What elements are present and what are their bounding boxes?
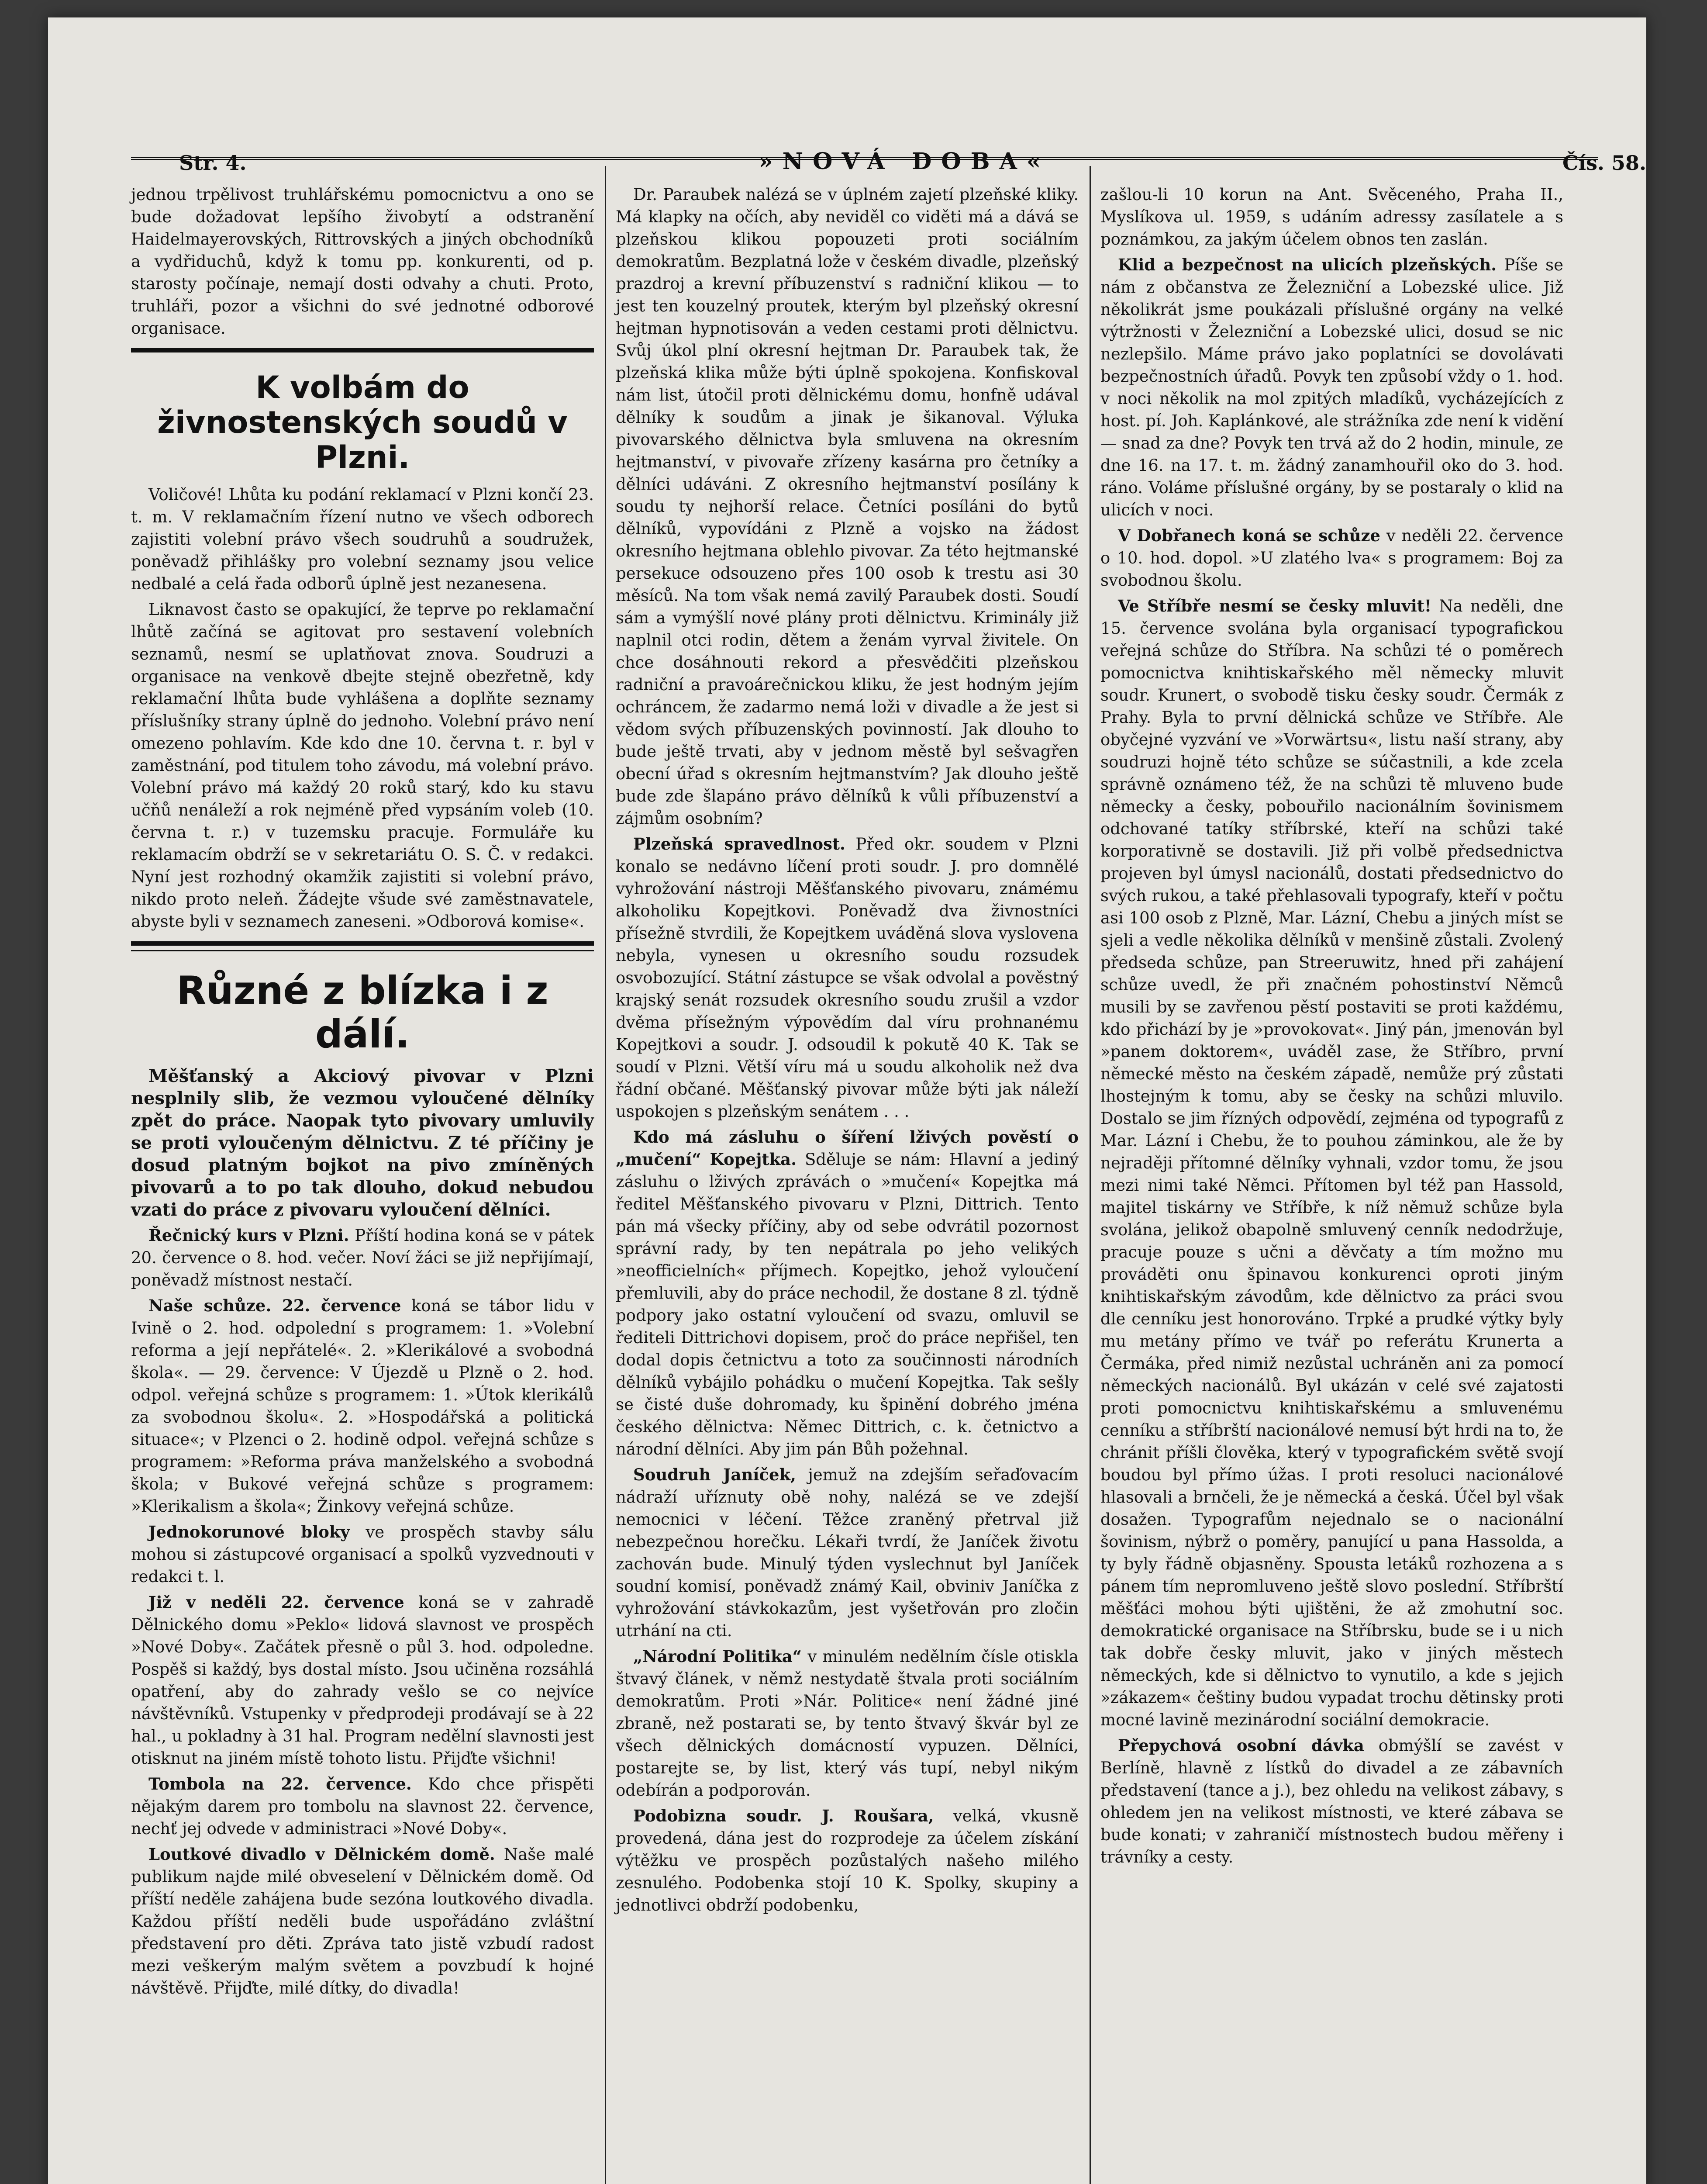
lead: Řečnický kurs v Plzni. [148, 1226, 349, 1245]
lead: Plzeňská spravedlnost. [633, 834, 845, 854]
body: velká, vkusně provedená, dána jest do rozprodeje za účelem získání výtěžku ve prospěch pozůstalých našeho milého zesnulého. Podobenka stojí 10 K. Spolky, skupiny a jednotlivci obdrží podobenku, [616, 1807, 1079, 1914]
section-rule [131, 348, 594, 352]
article-prepych [1100, 1735, 1563, 1868]
article-tombola [131, 1773, 594, 1840]
lead: Kdo má zásluhu o šíření lživých pověstí o „mučení“ Kopejtka. [616, 1127, 1079, 1169]
article-janicek [616, 1464, 1079, 1642]
body: Naše malé publikum najde milé obveselení v Dělnickém domě. Od příští neděle zahájena bude sezóna loutkového divadla. Každou příští neděli bude uspořádáno zvláštní představení pro děti. Zpráva tato jistě vzbudí radost mezi veškerým malým světem a povzbudí k hojné návštěvě. Přijďte, milé dítky, do divadla! [131, 1845, 594, 1997]
body: Píše se nám z občanstva ze Železniční a Lobezské ulice. Již několikrát jsme poukázali příslušné orgány na velké výtržnosti v Železniční a Lobezské ulici, dosud se nic nezlepšilo. Máme právo jako poplatníci se dovolávati bezpečnostních úřadů. Povyk ten způsobí vždy o 1. hod. v noci několik na mol zpitých mladíků, vycházejících z host. pí. Joh. Kaplánkové, ale strážníka zde není k vidění — snad za dne? Povyk ten trvá až do 2 hodin, minule, ze dne 16. na 17. t. m. žádný zanamhouřil oko do 3. hod. ráno. Voláme příslušné orgány, by se postaraly o klid na ulicích v noci. [1100, 256, 1564, 519]
article-nedele [131, 1591, 594, 1769]
heading-ruzne: Různé z blízka i z dálí. [176, 968, 548, 1057]
article-kopejtek [616, 1126, 1079, 1460]
lead: Klid a bezpečnost na ulicích plzeňských. [1118, 255, 1497, 274]
article-loutkove [131, 1843, 594, 1999]
lead: Jednokorunové bloky [148, 1522, 350, 1541]
section-rule [131, 941, 594, 946]
article-spravedlnost [616, 833, 1079, 1123]
article-podobizna-end: zašlou-li 10 korun na Ant. Svěceného, Praha II., Myslíkova ul. 1959, s udáním adressy zasílatele a s poznámkou, za jakým účelem obnos ten zaslán. [1100, 185, 1563, 249]
lead: Soudruh Janíček, [633, 1465, 797, 1484]
body: koná se v zahradě Dělnického domu »Peklo« lidová slavnost ve prospěch »Nové Doby«. Začátek přesně o půl 3. hod. odpoledne. Pospěš si každý, bys dostal místo. Jsou učiněna rozsáhlá opatření, aby do zahrady vešlo se co nejvíce návštěvníků. Vstupenky v předprodeji prodávají se à 22 hal., u pokladny à 31 hal. Program nedělní slavnosti jest otisknut na jiném místě tohoto listu. Přijďte všichni! [131, 1593, 594, 1768]
header-rule [131, 157, 1598, 160]
lead: Podobizna soudr. J. Roušara, [633, 1806, 934, 1825]
article-volby-1: Voličové! Lhůta ku podání reklamací v Plzni končí 23. t. m. V reklamačním řízení nutno ve všech odborech zajistiti volební právo všech soudruhů a soudružek, poněvadž přihlášky pro volební seznamy jsou velice nedbalé a celá řada odborů úplně jest nezanesena. [131, 485, 594, 593]
body: Příští hodina koná se v pátek 20. července o 8. hod. večer. Noví žáci se již nepřijímají, poněvadž místnost nestačí. [131, 1226, 594, 1289]
lead: Tombola na 22. července. [148, 1774, 412, 1794]
column-3 [1100, 183, 1563, 1872]
lead: Naše schůze. 22. července [148, 1296, 401, 1315]
section-rule-thin [131, 950, 594, 951]
column-divider [605, 166, 606, 2184]
lead: V Dobřanech koná se schůze [1118, 526, 1381, 545]
issue-number: Čís. 58. [1562, 151, 1646, 175]
lead: Již v neděli 22. července [148, 1593, 404, 1612]
article-klid [1100, 254, 1563, 521]
article-paraubek: Dr. Paraubek nalézá se v úplném zajetí plzeňské kliky. Má klapky na očích, aby neviděl co viděti má a dává se plzeňskou klikou popouzeti proti sociálním demokratům. Bezplatná lože v českém divadle, plzeňský prazdroj a krevní příbuzenství s radniční klikou — to jest ten kouzelný proutek, kterým byl plzeňský okresní hejtman hypnotisován a veden cestami proti dělnictvu. Svůj úkol plní okresní hejtman Dr. Paraubek tak, že plzeňská klika může býti úplně spokojena. Konfiskoval nám list, útočil proti dělnickému domu, honfně udával dělníky k soudům a jinak je šikanoval. Výluka pivovarského dělnictva byla smluvena na okresním hejtmanství, v pivovaře zřízeny kasárna pro četníky a dělníci udáváni. Z okresního hejtmanství posílány k soudu ty nejhorší relace. Četníci posíláni do bytů dělníků, vypovídáni z Plzně a vojsko na žádost okresního hejtmana oblehlo pivovar. Za této hejtmanské persekuce odsouzeno přes 100 osob k trestu asi 30 měsíců. Na tom však nemá zavilý Paraubek dosti. Soudí sám a vymýšlí nové plány proti dělnictvu. Kriminály již naplnil otci rodin, dětem a ženám vyrval živitele. On chce dosáhnouti rekord a přesvědčiti plzeňskou radniční a pravoárečnickou kliku, že jest hodným jejím ochráncem, že zadarmo nemá loži v divadle a že jest si vědom svých příbuzenských povinností. Jak dlouho to bude ještě trvati, aby v jednom městě byl sešvagřen obecní úřad s okresním hejtmanstvím? Jak dlouho ještě bude zde šlapáno právo dělníků k vůli příbuzenství a zájmům osobním? [616, 185, 1079, 828]
column-divider [1090, 166, 1091, 2184]
body: v minulém nedělním čísle otiskla štvavý článek, v němž nestydatě štvala proti sociálním demokratům. Proti »Nár. Politice« není žádné jiné zbraně, než postarati se, by tento štvavý škvár byl ze všech dělnických domácností vypuzen. Dělníci, postarejte se, by list, který vás tupí, nebyl nikým odebírán a podporován. [616, 1647, 1079, 1800]
body: Sděluje se nám: Hlavní a jediný zásluhu o lživých zprávách o »mučení« Kopejtka má ředitel Měšťanského pivovaru v Plzni, Dittrich. Tento pán má všecky příčiny, aby od sebe odvrátil pozornost správní rady, by ten nepátrala po jeho velikých »neofficielních« příjmech. Kopejtko, jehož vyloučení přemluvili, aby do práce nechodil, že dostane 8 zl. týdně podpory jako ostatní vyloučení od svazu, omluvil se řediteli Dittrichovi dopisem, proč do práce nepřišel, ten dodal dopis četnictvu a toto za součinnosti národních dělníků vybájilo pohádku o mučení Kopejtka. Tak sešly se čisté duše dohromady, ku špinění dobrého jména českého dělnictva: Němec Dittrich, c. k. četnictvo a národní dělníci. Aby jim pán Bůh požehnal. [616, 1150, 1079, 1458]
lead: Loutkové divadlo v Dělnickém domě. [148, 1845, 495, 1864]
article-podobizna [616, 1805, 1079, 1916]
column-2 [616, 183, 1079, 1920]
page-header [179, 135, 1646, 175]
column-1 [131, 183, 594, 2003]
newspaper-title: »NOVÁ DOBA« [759, 148, 1051, 175]
body: obmýšlí se zavést v Berlíně, hlavně z lístků do divadel a ze zábavních představení (tance a j.), bez ohledu na velikost zábavy, s ohledem jen na velikost místnosti, ve které zábava se bude konati; v zahraničí místnostech budou měřeny i trávníky a cesty. [1100, 1736, 1563, 1866]
body: ve prospěch stavby sálu mohou si zástupcové organisací a spolků vyzvednouti v redakci t. l. [131, 1523, 594, 1586]
body: jemuž na zdejším seřaďovacím nádraží uříznuty obě nohy, nalézá se ve zdejší nemocnici v léčení. Těžce zraněný přetrval již nebezpečnou horečku. Lékaři tvrdí, že Janíček životu zachován bude. Minulý týden vyslechnut byl Janíček soudní komisí, poněvadž známý Kail, obviniv Janíčka z vyhrožování stávkokazům, jest vyšetřován pro zločin utrhání na cti. [616, 1465, 1079, 1640]
page-number: Str. 4. [179, 151, 247, 175]
heading-volby: K volbám do živnostenských soudů v Plzni. [157, 370, 568, 475]
body: koná se tábor lidu v Ivině o 2. hod. odpolední s programem: 1. »Volební reforma a její nepřátelé«. 2. »Klerikálové a svobodná škola«. — 29. července: V Újezdě u Plzně o 2. hod. odpol. veřejná schůze s programem: 1. »Útok klerikálů za svobodnou školu«. 2. »Hospodářská a politická situace«; v Plzenci o 2. hodině odpol. veřejná schůze s programem: »Reforma práva manželského a svobodná škola; v Bukové veřejná schůze s programem: »Klerikalism a škola«; Žinkovy veřejná schůze. [131, 1296, 594, 1516]
body: Kdo chce přispěti nějakým darem pro tombolu na slavnost 22. července, nechť jej odvede v administraci »Nové Doby«. [131, 1775, 594, 1838]
lead: Ve Stříbře nesmí se česky mluvit! [1118, 596, 1432, 615]
body: Před okr. soudem v Plzni konalo se nedávno líčení proti soudr. J. pro domnělé vyhrožování nástroji Měšťanského pivovaru, známému alkoholiku Kopejtkovi. Poněvadž dva živnostníci přísežně stvrdili, že Kopejtkem uváděná slova vyslovena nebyla, vynesen u okresního soudu rozsudek osvobozující. Státní zástupce se však odvolal a pověstný krajský senát rozsudek okresního soudu zrušil a vzdor dvěma přísežným výpovědím dal víru prohnanému Kopejtkovi a soudr. J. odsoudil k pokutě 40 K. Tak se soudí v Plzni. Větší víru má u soudu alkoholik než dva řádní občané. Měšťanský pivovar může býti jak náleží uspokojen s plzeňským senátem . . . [616, 835, 1079, 1121]
article-volby-2: Liknavost často se opakující, že teprve po reklamační lhůtě začíná se agitovat pro sestavení volebních seznamů, nesmí se uplatňovat znova. Soudruzi a organisace na venkově dbejte stejně obezřetně, kdy reklamační lhůta bude vyhlášena a doplňte seznamy příslušníky strany úplně do jednoho. Volební právo není omezeno pohlavím. Kde kdo dne 10. června t. r. byl v zaměstnání, pod titulem toho závodu, má volební právo. Volební právo má každý 20 roků starý, kdo ku stavu učňů nenáleží a rok nejméně před vypsáním voleb (10. června t. r.) v tuzemsku pracuje. Formuláře ku reklamacím obdrží se v sekretariátu O. S. Č. v redakci. Nyní jest rozhodný okamžik zajistiti si volební právo, nikdo proto neleň. Žádejte všude své zaměstnavatele, abyste byli v seznamech zaneseni. »Odborová komise«. [131, 600, 594, 931]
article-recnicky [131, 1224, 594, 1291]
article-truhlari-end: jednou trpělivost truhlářskému pomocnictvu a ono se bude dožadovat lepšího živobytí a odstranění Haidelmayerovských, Rittrovských a jiných obchodníků a vydřiduchů, když k tomu pp. konkurenti, od p. starosty počínaje, nemají dosti odvahy a chuti. Proto, truhláři, pozor a všichni do své jednotné odborové organisace. [131, 185, 594, 338]
article-pivovar: Měšťanský a Akciový pivovar v Plzni nesplnily slib, že vezmou vyloučené dělníky zpět do práce. Naopak tyto pivovary umluvily se proti vyloučeným dělnictvu. Z té příčiny je dosud platným bojkot na pivo zmíněných pivovarů a to po tak dlouho, dokud nebudou vzati do práce z pivovaru vyloučení dělníci. [131, 1066, 594, 1220]
lead: „Národní Politika“ [633, 1647, 802, 1666]
article-dobrany [1100, 525, 1563, 591]
article-schuze [131, 1295, 594, 1517]
article-stribro [1100, 595, 1563, 1731]
body: v neděli 22. července o 10. hod. dopol. »U zlatého lva« s programem: Boj za svobodnou školu. [1100, 526, 1564, 590]
body: Na neděli, dne 15. července svolána byla organisací typografickou veřejná schůze do Stříbra. Na schůzi té o poměrech pomocnictva knihtiskařského měl německy mluvit soudr. Krunert, o svobodě tisku česky soudr. Čermák z Prahy. Byla to první dělnická schůze ve Stříbře. Ale obyčejné vyzvání ve »Vorwärtsu«, listu naší strany, aby soudruzi hojně této schůze se súčastnili, a kde zcela správně oznámeno též, že na schůzi tě mluveno bude německy a česky, pobouřilo nacionálním šovinismem odchované tatíky stříbrské, kteří na schůzi také korporativně se dostavili. Již při volbě předsednictva projeven byl úmysl nacionálů, dostati předsednictvo do svých rukou, a také přehlasovali typografy, kteří v počtu asi 100 osob z Plzně, Mar. Lázní, Chebu a jiných míst se sjeli a vedle několika dělníků v menšině zůstali. Zvolený předseda schůze, pan Streeruwitz, hned při zahájení schůze uvedl, že při značném pohostinství Němců musili by se zavřenou pěstí postaviti se proti každému, kdo přichází by je »provokovat«. Jiný pán, jmenován byl »panem doktorem«, uváděl zase, že Stříbro, první německé město na českém západě, nemůže prý zůstati lhostejným k tomu, aby se česky na schůzi mluvilo. Dostalo se jim řízných odpovědí, zejména od typografů z Mar. Lázní i Chebu, že to pouhou záminkou, ale že by nejraději přítomné dělníky vyhnali, vzdor tomu, že jsou mezi nimi také Němci. Přítomen byl též pan Hassold, majitel tiskárny ve Stříbře, k níž němuž schůze byla svolána, jelikož obapolně smluvený cenník nedodržuje, pracuje pouze s učni a děvčaty a tím možno mu prováděti onu špinavou konkurenci oproti jiným knihtiskařským závodům, kde dělnictvo za práci svou dle cenníku jest honorováno. Trpké a prudké výtky byly mu metány přímo ve tvář po referátu Krunerta a Čermáka, před nimiž nezůstal uchráněn ani za pomocí německých nacionálů. Byl ukázán v celé své zajatosti proti pomocnictvu knihtiskařskému a smluvenému cenníku a stříbrští nacionálové nemusí být hrdi na to, že chránit příšli člověka, který v typografickém světě svojí boudou byl přímo úžas. I proti resoluci nacionálové hlasovali a brnčeli, že je německá a česká. Účel byl však dosažen. Typografům nejednalo se o nacionální šovinism, nýbrž o poměry, panující u pana Hassolda, a ty byly řádně objasněny. Spousta letáků rozhozena a s pánem tím nepromluveno ještě slovo poslední. Stříbrští měšťáci mohou býti ujištěni, že až zmohutní soc. demokratické organisace na Stříbrsku, bude se i u nich tak dobře česky mluvit, jako v jiných městech německých, kde si dělnictvo to vynutilo, a kde s jejich »zákazem« češtiny budou vypadat trochu dětinsky proti mocné lavině mezinárodní sociální demokracie. [1100, 597, 1564, 1729]
lead: Přepychová osobní dávka [1118, 1736, 1364, 1755]
article-bloky [131, 1521, 594, 1588]
article-narodni-politika [616, 1645, 1079, 1801]
